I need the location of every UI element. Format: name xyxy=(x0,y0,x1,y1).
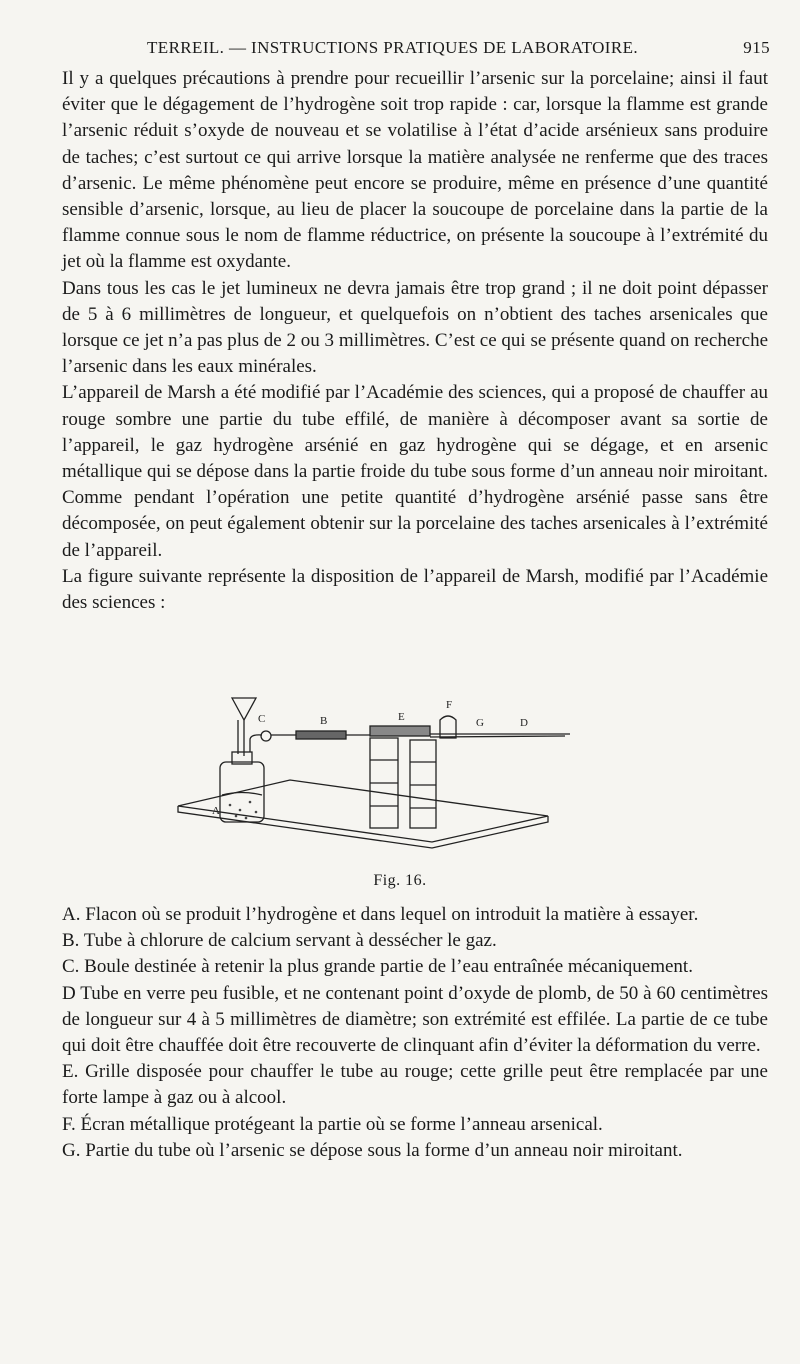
label-e: E xyxy=(398,711,405,723)
drying-tube-b xyxy=(296,731,346,739)
label-g: G xyxy=(476,717,484,729)
legend-item: E. Grille disposée pour chauffer le tube au rouge; cette grille peut être remplacée par une forte lampe à gaz ou à alcool. xyxy=(62,1061,768,1109)
legend-item: A. Flacon où se produit l’hydrogène et dans lequel on introduit la matière à essayer. xyxy=(62,904,699,925)
paragraph: Comme pendant l’opération une petite quantité d’hydrogène arsénié passe sans être décomposée, on peut également obtenir sur la porcelaine des taches arsenicales à l’extrémité de l’appareil. xyxy=(62,487,768,561)
label-f: F xyxy=(446,699,453,711)
paragraph: Dans tous les cas le jet lumineux ne devra jamais être trop grand ; il ne doit point dépasser de 5 à 6 millimètres de longueur, et quelquefois on n’obtient des taches arsenicales que lorsque ce jet n’a pas plus de 2 ou 3 millimètres. C’est ce qui se présente quand on recherche l’arsenic dans les eaux minérales. xyxy=(62,277,768,378)
paragraph: La figure suivante représente la disposition de l’appareil de Marsh, modifié par l’Académie des sciences : xyxy=(62,565,768,614)
label-b: B xyxy=(320,715,328,727)
paragraph: L’appareil de Marsh a été modifié par l’Académie des sciences, qui a proposé de chauffer au rouge sombre une partie du tube effilé, de manière à décomposer avant sa sortie de l’appareil, le gaz hydrogène arsénié en gaz hydrogène qui se dégage, et en arsenic métallique qui se dépose dans la partie froide du tube sous forme d’un anneau noir miroitant. xyxy=(62,382,768,483)
label-c: C xyxy=(258,713,266,725)
running-title: TERREIL. — INSTRUCTIONS PRATIQUES DE LABORATOIRE. xyxy=(147,38,639,57)
legend-item: G. Partie du tube où l’arsenic se dépose sous la forme d’un anneau noir miroitant. xyxy=(62,1139,683,1161)
marsh-apparatus-figure xyxy=(170,690,580,860)
base-board xyxy=(178,780,548,842)
figure-caption: Fig. 16. xyxy=(373,872,427,889)
legend-item: B. Tube à chlorure de calcium servant à dessécher le gaz. xyxy=(62,930,497,952)
body-text xyxy=(62,66,768,616)
legend-item: C. Boule destinée à retenir la plus grande partie de l’eau entraînée mécaniquement. xyxy=(62,956,693,978)
screen-f xyxy=(440,716,456,738)
bulb-c xyxy=(261,731,271,741)
page-number: 915 xyxy=(743,38,770,57)
legend-item: F. Écran métallique protégeant la partie où se forme l’anneau arsenical. xyxy=(62,1113,603,1135)
legend-item: D Tube en verre peu fusible, et ne contenant point d’oxyde de plomb, de 50 à 60 centimètres de longueur sur 4 à 5 millimètres de diamètre; son extrémité est effilée. La partie de ce tube qui doit être chauffée doit être recouverte de clinquant afin d’éviter la déformation du verre. xyxy=(62,982,768,1057)
paragraph: Il y a quelques précautions à prendre pour recueillir l’arsenic sur la porcelaine; ainsi il faut éviter que le dégagement de l’hydrogène soit trop rapide : car, lorsque la flamme est grande l’arsenic réduit s’oxyde de nouveau et se volatilise à l’état d’acide arsénieux sans produire de taches; c’est surtout ce qui arrive lorsque la matière analysée ne renferme que des traces d’arsenic. Le même phénomène peut encore se produire, même en présence d’une quantité sensible d’arsenic, lorsque, au lieu de placer la soucoupe de porcelaine dans la partie de la flamme connue sous le nom de flamme réductrice, on présente la soucoupe à l’extrémité du jet où la flamme est oxydante. xyxy=(62,68,768,273)
brick-stack xyxy=(410,740,436,828)
label-d: D xyxy=(520,717,528,729)
figure-legend xyxy=(62,902,768,1164)
grill-e xyxy=(370,726,430,736)
running-header xyxy=(62,38,770,62)
label-a: A xyxy=(212,805,220,817)
